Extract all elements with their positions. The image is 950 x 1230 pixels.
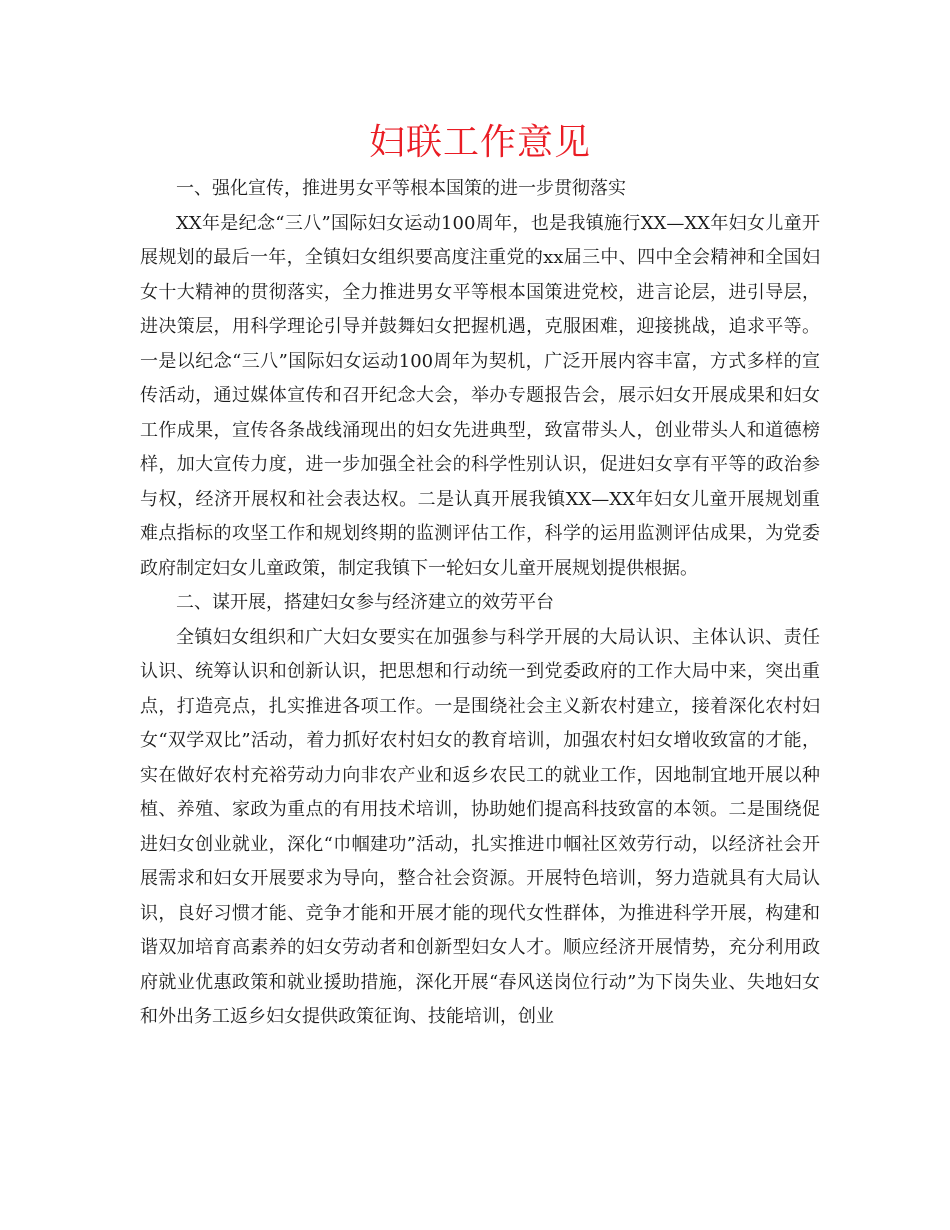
section-2-paragraph: 全镇妇女组织和广大妇女要实在加强参与科学开展的大局认识、主体认识、责任认识、统筹认识和创新认识，把思想和行动统一到党委政府的工作大局中来，突出重点，打造亮点，扎实推进各项工作。一是围绕社会主义新农村建立，接着深化农村妇女“双学双比”活动，着力抓好农村妇女的教育培训，加强农村妇女增收致富的才能，实在做好农村充裕劳动力向非农产业和返乡农民工的就业工作，因地制宜地开展以种植、养殖、家政为重点的有用技术培训，协助她们提高科技致富的本领。二是围绕促进妇女创业就业，深化“巾帼建功”活动，扎实推进巾帼社区效劳行动，以经济社会开展需求和妇女开展要求为导向，整合社会资源。开展特色培训，努力造就具有大局认识，良好习惯才能、竞争才能和开展才能的现代女性群体，为推进科学开展，构建和谐双加培育高素养的妇女劳动者和创新型妇女人才。顺应经济开展情势，充分利用政府就业优惠政策和就业援助措施，深化开展“春风送岗位行动”为下岗失业、失地妇女和外出务工返乡妇女提供政策征询、技能培训，创业	[140, 626, 820, 1027]
section-1-heading: 一、强化宣传，推进男女平等根本国策的进一步贯彻落实	[176, 178, 626, 199]
section-1-paragraph: XX年是纪念“三八”国际妇女运动100周年，也是我镇施行XX—XX年妇女儿童开展规划的最后一年，全镇妇女组织要高度注重党的xx届三中、四中全会精神和全国妇女十大精神的贯彻落实，全力推进男女平等根本国策进党校，进言论层，进引导层，进决策层，用科学理论引导并鼓舞妇女把握机遇，克服困难，迎接挑战，追求平等。一是以纪念“三八”国际妇女运动100周年为契机，广泛开展内容丰富，方式多样的宣传活动，通过媒体宣传和召开纪念大会，举办专题报告会，展示妇女开展成果和妇女工作成果，宣传各条战线涌现出的妇女先进典型，致富带头人，创业带头人和道德榜样，加大宣传力度，进一步加强全社会的科学性别认识，促进妇女享有平等的政治参与权，经济开展权和社会表达权。二是认真开展我镇XX—XX年妇女儿童开展规划重难点指标的攻坚工作和规划终期的监测评估工作，科学的运用监测评估成果，为党委政府制定妇女儿童政策，制定我镇下一轮妇女儿童开展规划提供根据。	[140, 212, 820, 579]
document-title: 妇联工作意见	[368, 122, 591, 163]
document-body	[140, 118, 820, 1035]
section-2-heading: 二、谋开展，搭建妇女参与经济建立的效劳平台	[176, 592, 554, 613]
